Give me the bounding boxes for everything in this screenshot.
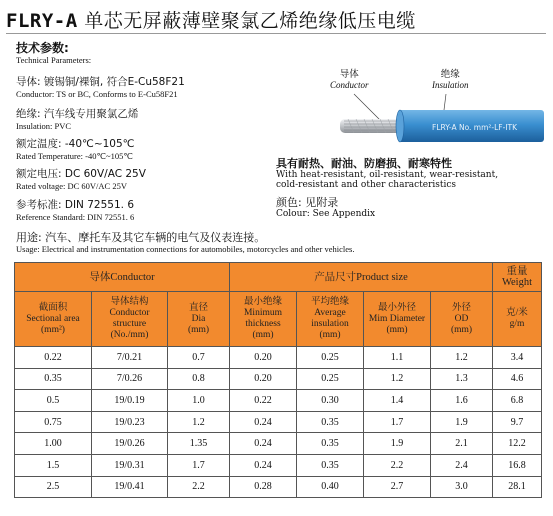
table-cell: 0.35	[15, 368, 92, 390]
spec-conductor: 导体: 镀锡铜/裸铜, 符合E-Cu58F21 Conductor: TS or BC, Conforms to E-Cu58F21	[16, 76, 185, 99]
table-cell: 1.7	[364, 411, 431, 433]
spec-insulation: 绝缘: 汽车线专用聚氯乙烯 Insulation: PVC	[16, 108, 139, 131]
table-row	[15, 347, 542, 369]
column-header: 截面积 Sectional area (mm²)	[15, 292, 92, 347]
conductor-callout: 导体 Conductor	[330, 69, 369, 90]
column-header: 最小外径 Mim Diameter (mm)	[364, 292, 431, 347]
table-cell: 19/0.19	[92, 390, 168, 412]
table-cell: 0.40	[297, 476, 364, 498]
insulation-pointer	[444, 94, 446, 110]
table-cell: 2.4	[431, 454, 493, 476]
table-cell: 0.25	[297, 347, 364, 369]
table-row	[15, 390, 542, 412]
table-cell: 0.35	[297, 433, 364, 455]
title-divider	[6, 33, 546, 34]
table-group-header	[15, 263, 542, 292]
colour-note: 颜色: 见附录 Colour: See Appendix	[276, 196, 376, 219]
conductor-strands	[340, 119, 402, 133]
table-cell: 0.22	[15, 347, 92, 369]
table-cell: 3.0	[431, 476, 493, 498]
table-cell: 4.6	[493, 368, 542, 390]
table-cell: 1.7	[168, 454, 230, 476]
usage: 用途: 汽车、摩托车及其它车辆的电气及仪表连接。 Usage: Electrical and instrumentation connections for automobiles, motorcycles and other vehicles.	[16, 231, 355, 254]
table-cell: 0.20	[230, 347, 297, 369]
table-cell: 0.75	[15, 411, 92, 433]
table-cell: 0.35	[297, 411, 364, 433]
column-header: 导体结构 Conductor structure (No./mm)	[92, 292, 168, 347]
cable-illustration	[320, 88, 546, 150]
conductor-pointer	[354, 94, 382, 122]
tech-params-heading: 技术参数: Technical Parameters:	[16, 41, 92, 65]
insulation-callout: 绝缘 Insulation	[432, 69, 469, 90]
table-row	[15, 476, 542, 498]
table-column-header	[15, 292, 542, 347]
table-cell: 1.5	[15, 454, 92, 476]
table-cell: 1.2	[168, 411, 230, 433]
table-cell: 1.00	[15, 433, 92, 455]
cable-name: 单芯无屏蔽薄壁聚氯乙烯绝缘低压电缆	[84, 10, 416, 32]
table-cell: 7/0.26	[92, 368, 168, 390]
table-cell: 0.25	[297, 368, 364, 390]
table-row	[15, 368, 542, 390]
table-cell: 1.2	[364, 368, 431, 390]
table-cell: 0.28	[230, 476, 297, 498]
table-cell: 2.2	[364, 454, 431, 476]
table-cell: 19/0.41	[92, 476, 168, 498]
table-cell: 2.1	[431, 433, 493, 455]
table-cell: 1.3	[431, 368, 493, 390]
table-row	[15, 433, 542, 455]
table-cell: 1.6	[431, 390, 493, 412]
table-row	[15, 411, 542, 433]
column-header: 直径 Dia (mm)	[168, 292, 230, 347]
column-header: 平均绝缘 Average insulation (mm)	[297, 292, 364, 347]
group-weight: 重量 Weight	[493, 263, 542, 292]
table-cell: 12.2	[493, 433, 542, 455]
table-cell: 19/0.31	[92, 454, 168, 476]
table-cell: 6.8	[493, 390, 542, 412]
table-cell: 1.2	[431, 347, 493, 369]
table-cell: 1.1	[364, 347, 431, 369]
table-cell: 2.7	[364, 476, 431, 498]
table-cell: 1.9	[364, 433, 431, 455]
table-cell: 1.9	[431, 411, 493, 433]
spec-voltage: 额定电压: DC 60V/AC 25V Rated voltage: DC 60V/AC 25V	[16, 168, 146, 191]
table-cell: 19/0.26	[92, 433, 168, 455]
cable-print-text: FLRY-A No. mm²-LF-ITK	[432, 123, 518, 132]
table-cell: 0.24	[230, 411, 297, 433]
table-row	[15, 454, 542, 476]
page-title	[6, 6, 416, 33]
table-cell: 0.8	[168, 368, 230, 390]
table-cell: 1.4	[364, 390, 431, 412]
table-cell: 2.5	[15, 476, 92, 498]
table-cell: 16.8	[493, 454, 542, 476]
table-cell: 0.30	[297, 390, 364, 412]
table-cell: 1.0	[168, 390, 230, 412]
table-cell: 28.1	[493, 476, 542, 498]
group-conductor: 导体Conductor	[15, 263, 230, 292]
table-cell: 0.7	[168, 347, 230, 369]
spec-standard: 参考标准: DIN 72551. 6 Reference Standard: DIN 72551. 6	[16, 199, 135, 222]
spec-table	[14, 262, 542, 498]
table-cell: 19/0.23	[92, 411, 168, 433]
features: 具有耐热、耐油、防磨损、耐寒特性 With heat-resistant, oil-resistant, wear-resistant, cold-resistant and other characteristics	[276, 157, 499, 190]
table-cell: 0.35	[297, 454, 364, 476]
table-cell: 9.7	[493, 411, 542, 433]
table-cell: 2.2	[168, 476, 230, 498]
table-cell: 3.4	[493, 347, 542, 369]
column-header: 克/米 g/m	[493, 292, 542, 347]
table-cell: 1.35	[168, 433, 230, 455]
table-cell: 0.22	[230, 390, 297, 412]
column-header: 外径 OD (mm)	[431, 292, 493, 347]
table-cell: 7/0.21	[92, 347, 168, 369]
spec-temperature: 额定温度: -40℃~105℃ Rated Temperature: -40℃~105℃	[16, 138, 135, 161]
column-header: 最小绝缘 Minimum thickness (mm)	[230, 292, 297, 347]
group-product-size: 产品尺寸Product size	[230, 263, 493, 292]
table-cell: 0.24	[230, 433, 297, 455]
table-cell: 0.24	[230, 454, 297, 476]
model-code: FLRY-A	[6, 10, 78, 32]
table-cell: 0.5	[15, 390, 92, 412]
table-cell: 0.20	[230, 368, 297, 390]
